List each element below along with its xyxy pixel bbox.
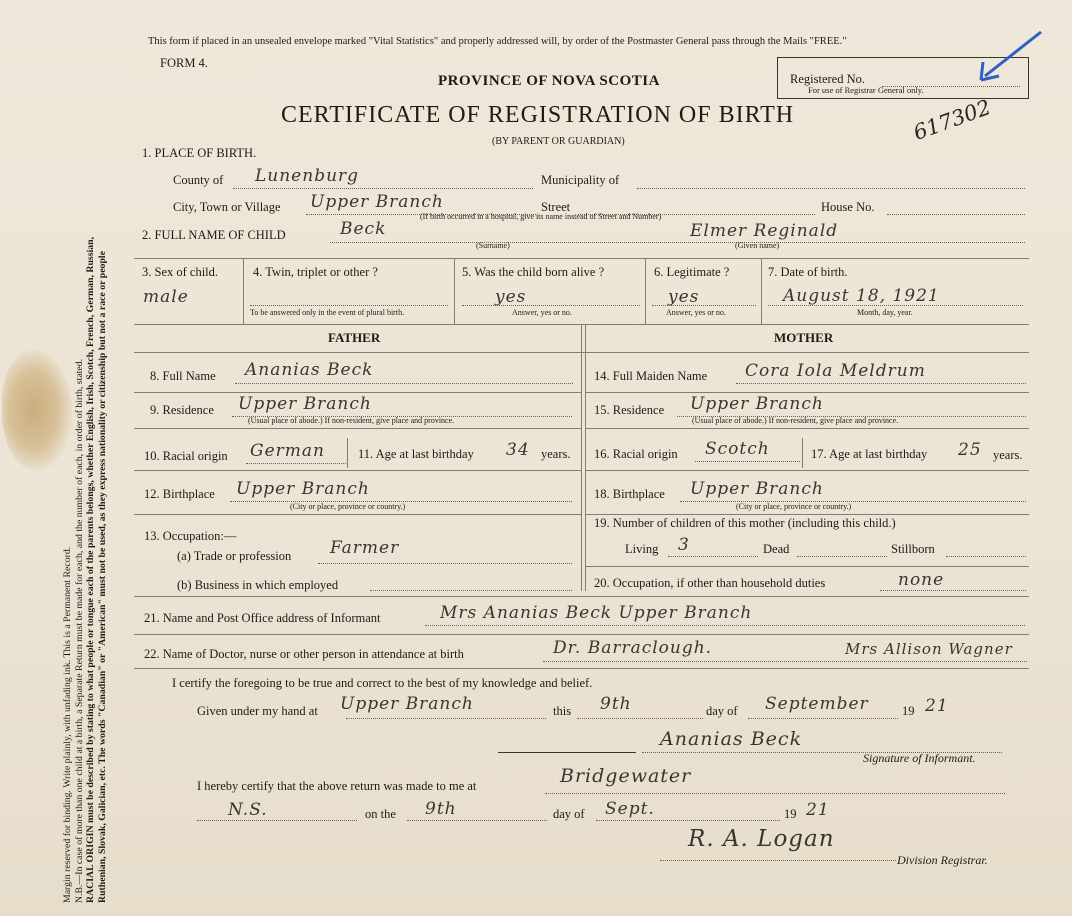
- city-label: City, Town or Village: [173, 200, 281, 214]
- mother-occupation-label: 20. Occupation, if other than household duties: [594, 576, 826, 590]
- house-no-label: House No.: [821, 200, 875, 214]
- certify-statement: I certify the foregoing to be true and correct to the best of my knowledge and belief.: [172, 676, 593, 690]
- father-birthplace-label: 12. Birthplace: [144, 487, 215, 501]
- certificate-title: CERTIFICATE OF REGISTRATION OF BIRTH: [281, 102, 795, 128]
- postal-notice: This form if placed in an unsealed envelope marked "Vital Statistics" and properly addressed will, by order of the Postmaster General pass through the Mails "FREE.": [148, 36, 847, 47]
- mother-birthplace-label: 18. Birthplace: [594, 487, 665, 501]
- mother-residence-label: 15. Residence: [594, 403, 665, 417]
- sex-value: male: [143, 287, 189, 307]
- informant-value: Mrs Ananias Beck Upper Branch: [440, 603, 753, 623]
- father-age-label: 11. Age at last birthday: [358, 447, 474, 461]
- informant-signature: Ananias Beck: [660, 728, 803, 750]
- mother-residence: Upper Branch: [690, 394, 824, 414]
- mother-birthplace: Upper Branch: [690, 479, 824, 499]
- child-given-name: Elmer Reginald: [690, 221, 839, 241]
- certify-year-prefix: 19: [902, 704, 915, 718]
- municipality-label: Municipality of: [541, 173, 620, 187]
- registrar-year: 21: [806, 800, 830, 820]
- margin-note-3: RACIAL ORIGIN must be described by stating to what people or tongue each of the parents belongs, whether English, Irish, Scotch, French, German, Russian,: [85, 236, 96, 903]
- nurse-value: Mrs Allison Wagner: [845, 640, 1013, 658]
- registered-number-stamp: 617302: [910, 95, 994, 145]
- county-label: County of: [173, 173, 224, 187]
- mother-name: Cora Iola Meldrum: [745, 361, 926, 381]
- father-years-label: years.: [541, 447, 571, 461]
- legitimate-value: yes: [668, 287, 700, 307]
- registrar-day: 9th: [425, 799, 457, 819]
- father-race: German: [250, 441, 325, 461]
- born-alive-note: Answer, yes or no.: [512, 308, 572, 317]
- father-occupation-label: 13. Occupation:—: [144, 529, 237, 543]
- certificate-subtitle: (BY PARENT OR GUARDIAN): [492, 136, 625, 147]
- child-name-label: 2. FULL NAME OF CHILD: [142, 228, 286, 242]
- date-of-birth-value: August 18, 1921: [783, 286, 940, 306]
- doctor-label: 22. Name of Doctor, nurse or other person in attendance at birth: [144, 647, 464, 661]
- mother-years-label: years.: [993, 448, 1023, 462]
- legitimate-label: 6. Legitimate ?: [654, 265, 730, 279]
- informant-signature-label: Signature of Informant.: [863, 751, 976, 765]
- mother-race: Scotch: [705, 439, 770, 459]
- county-value: Lunenburg: [255, 166, 360, 186]
- registrar-day-of-label: day of: [553, 807, 585, 821]
- registrar-place: Bridgewater: [560, 765, 692, 787]
- father-abode-note: (Usual place of abode.) If non-resident, give place and province.: [248, 416, 455, 425]
- certify-place: Upper Branch: [340, 694, 474, 714]
- form-number: FORM 4.: [160, 56, 208, 70]
- stillborn-label: Stillborn: [891, 542, 935, 556]
- registrar-province: N.S.: [228, 800, 268, 820]
- sex-label: 3. Sex of child.: [142, 265, 219, 279]
- informant-label: 21. Name and Post Office address of Informant: [144, 611, 381, 625]
- dead-label: Dead: [763, 542, 790, 556]
- mother-abode-note: (Usual place of abode.) If non-resident, give place and province.: [692, 416, 899, 425]
- registrar-signature-label: Division Registrar.: [897, 853, 988, 867]
- certify-month: September: [765, 694, 869, 714]
- child-surname: Beck: [340, 219, 387, 239]
- date-of-birth-note: Month, day, year.: [857, 308, 913, 317]
- margin-notes: [62, 23, 108, 903]
- margin-note-4: Ruthenian, Slovak, Galician, etc. The words "Canadian" or "American" must not be used, as they express nationality or citizenship but not a race or people: [96, 251, 108, 903]
- given-under-label: Given under my hand at: [197, 704, 318, 718]
- surname-label: (Surname): [476, 241, 510, 250]
- father-business-label: (b) Business in which employed: [177, 578, 339, 592]
- street-label: Street: [541, 200, 571, 214]
- father-birthplace-note: (City or place, province or country.): [290, 502, 406, 511]
- father-name-label: 8. Full Name: [150, 369, 216, 383]
- father-residence-label: 9. Residence: [150, 403, 214, 417]
- registrar-statement: I hereby certify that the above return was made to me at: [197, 779, 477, 793]
- registrar-month: Sept.: [605, 799, 655, 819]
- mother-heading: MOTHER: [774, 330, 834, 345]
- registrar-year-prefix: 19: [784, 807, 797, 821]
- twin-note: To be answered only in the event of plural birth.: [250, 308, 405, 317]
- father-heading: FATHER: [328, 330, 381, 345]
- place-of-birth-label: 1. PLACE OF BIRTH.: [142, 146, 257, 160]
- certify-day-of-label: day of: [706, 704, 738, 718]
- father-name: Ananias Beck: [245, 360, 374, 380]
- mother-race-label: 16. Racial origin: [594, 447, 678, 461]
- given-name-label: (Given name): [735, 241, 780, 250]
- certify-year: 21: [925, 696, 949, 716]
- city-value: Upper Branch: [310, 192, 444, 212]
- province-heading: PROVINCE OF NOVA SCOTIA: [438, 73, 660, 89]
- registered-no-label: Registered No.: [790, 72, 865, 86]
- certify-this-label: this: [553, 704, 572, 718]
- living-label: Living: [625, 542, 659, 556]
- registrar-use-note: For use of Registrar General only.: [808, 85, 924, 95]
- mother-age: 25: [958, 440, 982, 460]
- registrar-signature: R. A. Logan: [688, 826, 835, 852]
- margin-note-1: Margin reserved for binding. Write plainly, with unfading ink. This is a Permanent Record.: [62, 546, 73, 903]
- father-trade-label: (a) Trade or profession: [177, 549, 292, 563]
- mother-occupation: none: [898, 570, 945, 590]
- father-age: 34: [506, 440, 530, 460]
- margin-note-2: N.B.—In case of more than one child at a birth, a Separate Return must be made for each, and the number of each, in order of birth, stated.: [73, 358, 85, 903]
- father-birthplace: Upper Branch: [236, 479, 370, 499]
- mother-children-label: 19. Number of children of this mother (including this child.): [594, 516, 896, 530]
- mother-name-label: 14. Full Maiden Name: [594, 369, 708, 383]
- doctor-value: Dr. Barraclough.: [553, 638, 713, 658]
- father-trade: Farmer: [330, 538, 400, 558]
- father-residence: Upper Branch: [238, 394, 372, 414]
- born-alive-value: yes: [495, 287, 527, 307]
- blue-check-arrow-icon: [975, 28, 1045, 88]
- hospital-note: (If birth occurred in a hospital, give its name instead of Street and Number): [420, 212, 662, 221]
- mother-age-label: 17. Age at last birthday: [811, 447, 928, 461]
- date-of-birth-label: 7. Date of birth.: [768, 265, 848, 279]
- born-alive-label: 5. Was the child born alive ?: [462, 265, 605, 279]
- registrar-on-label: on the: [365, 807, 396, 821]
- certify-day: 9th: [600, 694, 632, 714]
- father-race-label: 10. Racial origin: [144, 449, 228, 463]
- mother-birthplace-note: (City or place, province or country.): [736, 502, 852, 511]
- living-count: 3: [678, 535, 690, 555]
- legitimate-note: Answer, yes or no.: [666, 308, 726, 317]
- twin-label: 4. Twin, triplet or other ?: [253, 265, 378, 279]
